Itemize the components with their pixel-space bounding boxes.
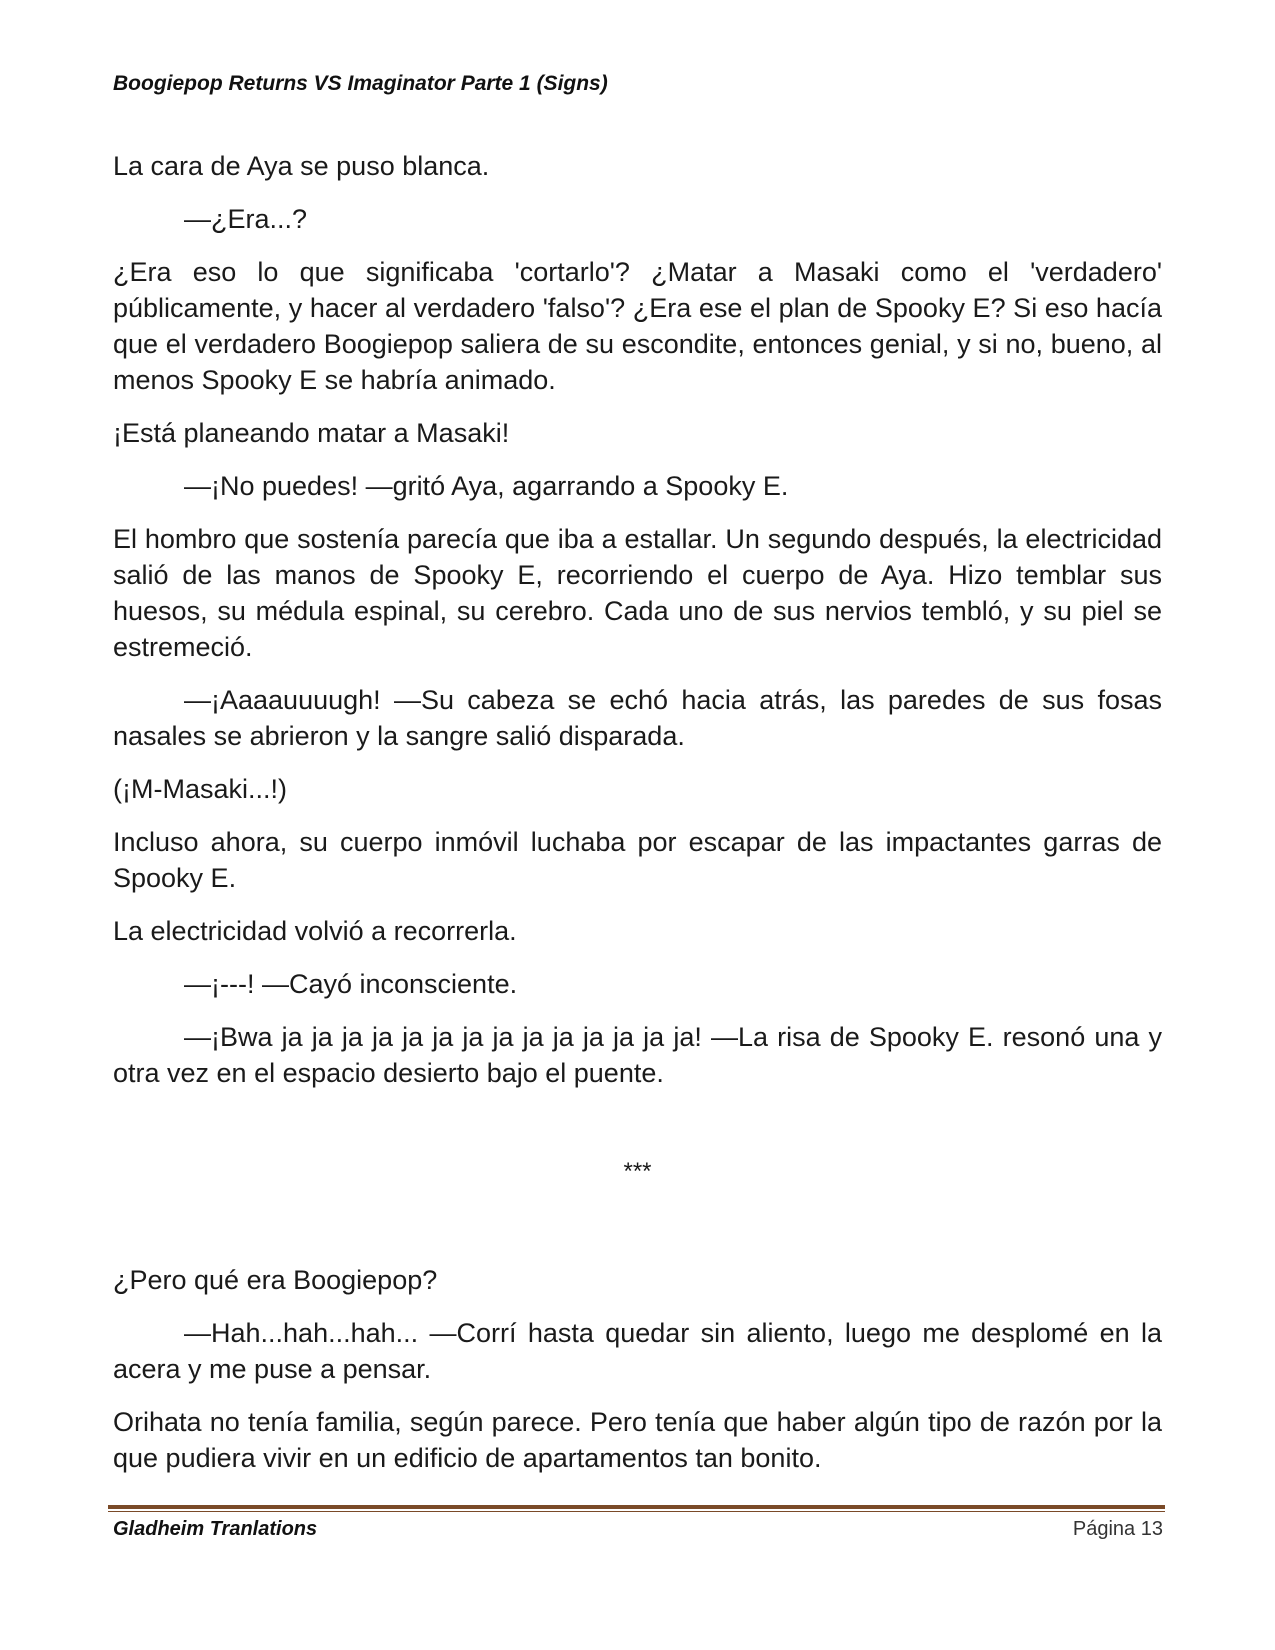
- footer-rule-thin: [108, 1511, 1165, 1512]
- paragraph: ¿Era eso lo que significaba 'cortarlo'? ¿Matar a Masaki como el 'verdadero' públicamente, y hacer al verdadero 'falso'? ¿Era ese el plan de Spooky E? Si eso hacía que el verdadero Boogiepop saliera de su escondite, entonces genial, y si no, bueno, al menos Spooky E se habría animado.: [113, 257, 1162, 395]
- paragraph: ¿Pero qué era Boogiepop?: [113, 1265, 438, 1295]
- dialogue-paragraph: —¡No puedes! —gritó Aya, agarrando a Spooky E.: [184, 471, 789, 501]
- second-text-block: [113, 1262, 1162, 1493]
- dialogue-paragraph: —¡---! —Cayó inconsciente.: [184, 969, 518, 999]
- dialogue-paragraph: —Hah...hah...hah... —Corrí hasta quedar sin aliento, luego me desplomé en la acera y me puse a pensar.: [113, 1318, 1162, 1384]
- footer-credit: Gladheim Tranlations: [113, 1518, 318, 1540]
- footer-rule: [108, 1505, 1165, 1509]
- paragraph: La electricidad volvió a recorrerla.: [113, 916, 517, 946]
- page-header-title: Boogiepop Returns VS Imaginator Parte 1 (Signs): [113, 72, 608, 95]
- main-text-block: [113, 148, 1162, 1108]
- page-number: [1073, 1518, 1163, 1541]
- page-number-value: 13: [1140, 1518, 1163, 1540]
- paragraph: Incluso ahora, su cuerpo inmóvil luchaba por escapar de las impactantes garras de Spooky E.: [113, 827, 1162, 893]
- paragraph: El hombro que sostenía parecía que iba a estallar. Un segundo después, la electricidad salió de las manos de Spooky E, recorriendo el cuerpo de Aya. Hizo temblar sus huesos, su médula espinal, su cerebro. Cada uno de sus nervios tembló, y su piel se estremeció.: [113, 524, 1162, 662]
- section-separator: ***: [623, 1158, 652, 1185]
- paragraph: ¡Está planeando matar a Masaki!: [113, 418, 510, 448]
- page-label: Página: [1072, 1518, 1136, 1540]
- paragraph: (¡M-Masaki...!): [113, 774, 287, 804]
- paragraph: Orihata no tenía familia, según parece. Pero tenía que haber algún tipo de razón por la que pudiera vivir en un edificio de apartamentos tan bonito.: [113, 1407, 1162, 1473]
- dialogue-paragraph: —¡Bwa ja ja ja ja ja ja ja ja ja ja ja ja ja ja! —La risa de Spooky E. resonó una y otra vez en el espacio desierto bajo el puente.: [113, 1022, 1162, 1088]
- dialogue-paragraph: —¡Aaaauuuugh! —Su cabeza se echó hacia atrás, las paredes de sus fosas nasales se abrieron y la sangre salió disparada.: [113, 685, 1162, 751]
- dialogue-paragraph: —¿Era...?: [184, 204, 308, 234]
- paragraph: La cara de Aya se puso blanca.: [113, 151, 490, 181]
